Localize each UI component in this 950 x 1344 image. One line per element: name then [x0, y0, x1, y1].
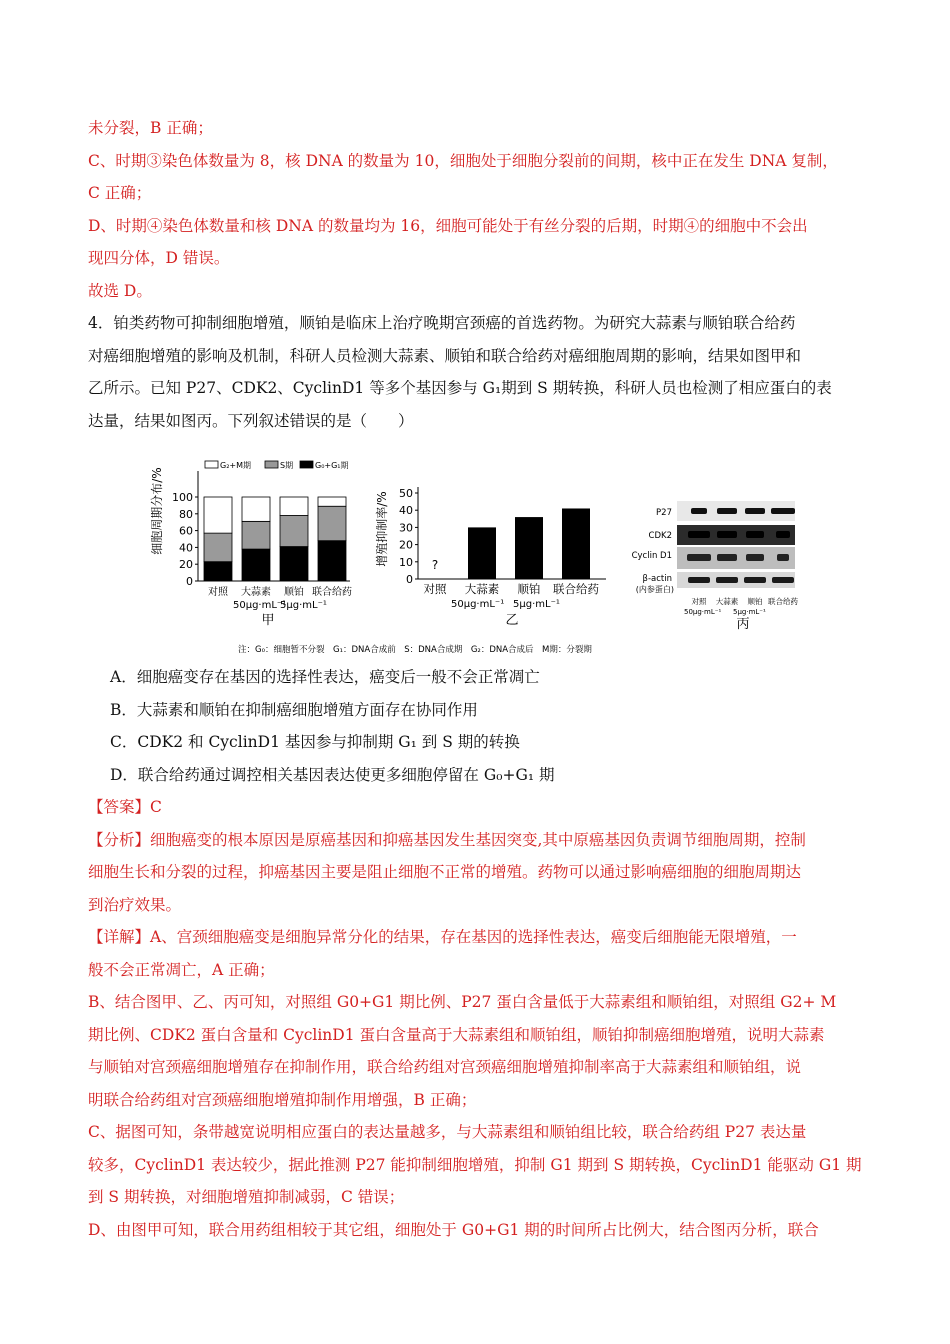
prev-answer-line: C 正确； — [88, 184, 152, 202]
prev-answer-line: D、时期④染色体数量和核 DNA 的数量均为 16，细胞可能处于有丝分裂的后期，时期④的细胞中不会出 — [88, 216, 808, 235]
yi-caption: 乙 — [505, 613, 519, 628]
detail-line: 明联合给药组对宫颈癌细胞增殖抑制作用增强，B 正确； — [88, 1090, 477, 1109]
yi-dose1: 50μg·mL⁻¹ — [451, 599, 505, 610]
detail-line: 与顺铂对宫颈癌细胞增殖存在抑制作用，联合给药组对宫颈癌细胞增殖抑制率高于大蒜素组和顺铂组，说 — [88, 1058, 802, 1076]
jia-legend-swatch-g0g1 — [300, 461, 313, 468]
jia-caption: 甲 — [261, 613, 275, 628]
bing-category-label: 联合给药 — [768, 597, 798, 606]
jia-legend-s: S期 — [280, 461, 294, 470]
jia-bar-segment — [318, 506, 346, 540]
blot-band — [691, 508, 707, 514]
bing-note: (内参蛋白) — [635, 585, 674, 594]
jia-bar-segment — [280, 515, 308, 546]
option-c: C．CDK2 和 CyclinD1 基因参与抑制期 G₁ 到 S 期的转换 — [110, 733, 520, 751]
yi-category-label: 联合给药 — [553, 582, 599, 596]
jia-legend-g2m: G₂+M期 — [220, 461, 252, 470]
yi-category-label: 大蒜素 — [464, 582, 500, 596]
yi-dose2: 5μg·mL⁻¹ — [513, 599, 560, 610]
detail-line: 较多，CyclinD1 表达较少，据此推测 P27 能抑制细胞增殖，抑制 G1 期到 S 期转换，CyclinD1 能驱动 G1 期 — [88, 1155, 862, 1174]
question-stem: 达量，结果如图丙。下列叙述错误的是（ ） — [88, 411, 414, 430]
jia-legend-g0g1: G₀+G₁期 — [315, 461, 349, 470]
blot-band — [717, 508, 737, 514]
jia-bar-segment — [280, 497, 308, 515]
option-b: B．大蒜素和顺铂在抑制癌细胞增殖方面存在协同作用 — [110, 700, 478, 719]
bing-row-label: CDK2 — [648, 531, 672, 541]
blot-bing — [632, 501, 799, 632]
question-stem: 乙所示。已知 P27、CDK2、CyclinD1 等多个基因参与 G₁期到 S 期转换，科研人员也检测了相应蛋白的表 — [88, 379, 832, 397]
jia-category-label: 对照 — [208, 587, 228, 598]
page-content — [88, 112, 864, 1246]
blot-band — [772, 577, 794, 583]
answer-line: 【答案】C — [88, 798, 162, 816]
jia-bar-segment — [318, 541, 346, 581]
blot-band — [687, 554, 711, 561]
jia-ylabel: 细胞周期分布/% — [150, 467, 164, 555]
jia-category-label: 顺铂 — [284, 587, 304, 598]
question-stem: 对癌细胞增殖的影响及机制，科研人员检测大蒜素、顺铂和联合给药对癌细胞周期的影响，结果如图甲和 — [88, 346, 802, 365]
bing-dose2: 5μg·mL⁻¹ — [733, 608, 766, 616]
question-figure — [88, 441, 864, 655]
figure-svg — [88, 441, 864, 655]
blot-band — [777, 554, 789, 561]
prev-answer-line: C、时期③染色体数量为 8，核 DNA 的数量为 10，细胞处于细胞分裂前的间期，核中正在发生 DNA 复制， — [88, 151, 838, 170]
yi-y-tick-label: 0 — [406, 573, 413, 586]
bing-caption: 丙 — [736, 617, 750, 632]
jia-bar-segment — [242, 497, 270, 521]
yi-category-label: 对照 — [423, 582, 447, 596]
prev-answer-line: 未分裂，B 正确； — [88, 119, 213, 137]
jia-legend-swatch-g2m — [205, 461, 218, 468]
yi-y-tick-label: 30 — [399, 521, 413, 535]
blot-band — [688, 531, 710, 538]
jia-dose2: 5μg·mL⁻¹ — [280, 600, 327, 611]
chart-yi — [374, 487, 606, 628]
prev-answer-line: 故选 D。 — [88, 281, 152, 300]
bing-dose1: 50μg·mL⁻¹ — [684, 608, 722, 616]
analysis-line: 【分析】细胞癌变的根本原因是原癌基因和抑癌基因发生基因突变,其中原癌基因负责调节细胞周期，控制 — [88, 830, 806, 849]
figure-footnote: 注：G₀：细胞暂不分裂 G₁：DNA合成前 S：DNA合成期 G₂：DNA合成后 M期：分裂期 — [238, 645, 592, 655]
jia-y-tick-label: 100 — [172, 491, 193, 504]
detail-line: 【详解】A、宫颈细胞癌变是细胞异常分化的结果，存在基因的选择性表达，癌变后细胞能无限增殖，一 — [88, 928, 797, 946]
jia-y-tick-label: 40 — [179, 541, 193, 555]
blot-band — [688, 577, 710, 583]
analysis-line: 细胞生长和分裂的过程，抑癌基因主要是阻止细胞不正常的增殖。药物可以通过影响癌细胞的细胞周期达 — [88, 863, 802, 881]
detail-line: C、据图可知，条带越宽说明相应蛋白的表达量越多，与大蒜素组和顺铂组比较，联合给药组 P27 表达量 — [88, 1123, 807, 1141]
option-d: D．联合给药通过调控相关基因表达使更多细胞停留在 G₀+G₁ 期 — [110, 765, 555, 784]
question-stem: 4．铂类药物可抑制细胞增殖，顺铂是临床上治疗晚期宫颈癌的首选药物。为研究大蒜素与顺铂联合给药 — [88, 314, 796, 332]
bing-category-label: 对照 — [691, 597, 707, 606]
blot-band — [716, 577, 738, 583]
bing-category-label: 大蒜素 — [715, 597, 739, 606]
jia-bar-segment — [242, 521, 270, 549]
analysis-line: 到治疗效果。 — [88, 895, 182, 914]
jia-legend-swatch-s — [265, 461, 278, 468]
blot-band — [746, 531, 764, 538]
jia-bar-segment — [280, 547, 308, 581]
jia-bar-segment — [204, 562, 232, 581]
yi-bar — [468, 527, 496, 579]
blot-band — [717, 531, 737, 538]
jia-category-label: 联合给药 — [312, 587, 352, 598]
bing-category-label: 顺铂 — [747, 597, 763, 606]
jia-category-label: 大蒜素 — [241, 587, 271, 598]
yi-bar — [515, 517, 543, 579]
chart-jia — [149, 460, 352, 628]
blot-band — [717, 554, 737, 561]
jia-y-tick-label: 0 — [186, 575, 193, 588]
bing-row-label: P27 — [656, 508, 672, 518]
jia-bar-segment — [242, 549, 270, 581]
bing-row-label: β-actin — [642, 574, 672, 584]
yi-y-tick-label: 10 — [399, 555, 413, 569]
yi-category-label: 顺铂 — [517, 582, 541, 596]
jia-y-tick-label: 20 — [179, 558, 193, 572]
detail-line: 般不会正常凋亡，A 正确； — [88, 960, 275, 979]
jia-y-tick-label: 80 — [179, 507, 193, 521]
blot-band — [744, 577, 766, 583]
jia-bar-segment — [318, 497, 346, 506]
jia-y-tick-label: 60 — [179, 524, 193, 538]
yi-bar — [562, 508, 590, 579]
yi-y-tick-label: 50 — [399, 487, 413, 500]
detail-line: B、结合图甲、乙、丙可知，对照组 G0+G1 期比例、P27 蛋白含量低于大蒜素组和顺铂组，对照组 G2+ M — [88, 993, 837, 1011]
blot-band — [745, 508, 765, 514]
detail-line: 到 S 期转换，对细胞增殖抑制减弱，C 错误； — [88, 1188, 405, 1206]
yi-y-tick-label: 40 — [399, 504, 413, 518]
bing-row-label: Cyclin D1 — [631, 551, 672, 561]
prev-answer-line: 现四分体，D 错误。 — [88, 249, 230, 267]
jia-bar-segment — [204, 533, 232, 562]
jia-dose1: 50μg·mL⁻¹ — [233, 600, 287, 611]
blot-band — [771, 508, 795, 514]
option-a: A．细胞癌变存在基因的选择性表达，癌变后一般不会正常凋亡 — [110, 668, 540, 686]
jia-bar-segment — [204, 497, 232, 533]
detail-line: 期比例、CDK2 蛋白含量和 CyclinD1 蛋白含量高于大蒜素组和顺铂组，顺铂抑制癌细胞增殖，说明大蒜素 — [88, 1025, 825, 1044]
detail-line: D、由图甲可知，联合用药组相较于其它组，细胞处于 G0+G1 期的时间所占比例大，结合图丙分析，联合 — [88, 1220, 819, 1239]
yi-ylabel: 增殖抑制率/% — [375, 491, 389, 567]
yi-unknown-mark: ? — [431, 558, 439, 572]
yi-y-tick-label: 20 — [399, 538, 413, 552]
blot-band — [746, 554, 764, 561]
blot-band — [776, 531, 790, 538]
